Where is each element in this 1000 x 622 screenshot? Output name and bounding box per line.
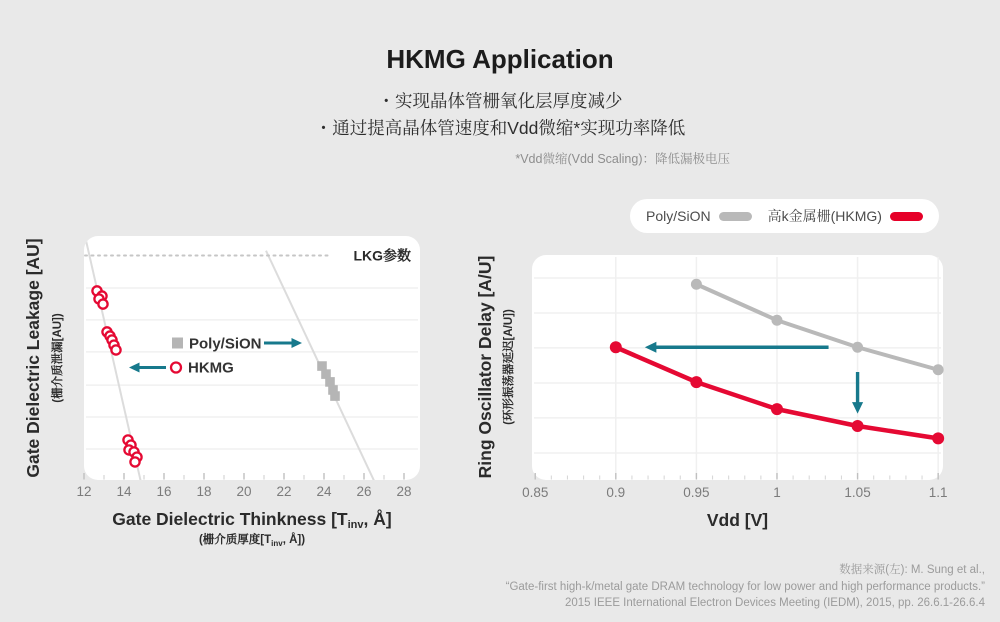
page-title: HKMG Application [386,44,614,74]
plot-panel [532,255,943,480]
svg-text:0.95: 0.95 [683,485,710,500]
svg-text:0.9: 0.9 [606,485,626,500]
svg-text:26: 26 [356,484,372,499]
y-axis-title-zh: (栅介质泄漏[AU]) [52,313,64,403]
gate-leakage-scatter-chart [10,230,450,560]
chart-legend [630,199,939,233]
svg-text:22: 22 [276,484,292,499]
citation-line: 2015 IEEE International Electron Devices Meeting (IEDM), 2015, pp. 26.6.1-26.6.4 [565,597,985,609]
svg-text:1: 1 [773,485,781,500]
ring-oscillator-line-chart [460,240,1000,540]
svg-text:28: 28 [396,484,412,499]
svg-text:1.05: 1.05 [844,485,871,500]
bullet-item: ・通过提高晶体管速度和Vdd微缩*实现功率降低 [314,118,686,138]
y-axis-title: Ring Oscillator Delay [A/U] [475,255,495,479]
y-axis-title-zh: (环形振荡器延迟[A/U]) [503,309,515,425]
inchart-legend-label: HKMG [188,359,234,377]
legend-item-hkmg [768,206,923,226]
svg-text:14: 14 [116,484,132,499]
svg-text:1.1: 1.1 [928,485,948,500]
lkg-threshold-label: LKG参数 [353,247,411,264]
red-series-swatch [890,212,923,221]
svg-text:18: 18 [196,484,212,499]
x-axis-title: Gate Dielectric Thinkness [Tinv, Å] [112,509,392,531]
x-axis-title: Vdd [V] [706,510,769,530]
legend-label: Poly/SiON [646,208,711,224]
legend-label: 高k金属栅(HKMG) [767,208,882,224]
inchart-legend-label: Poly/SiON [189,335,262,353]
legend-item-polysion [646,208,752,224]
gray-series-swatch [719,212,752,221]
citation-line: 数据来源(左): M. Sung et al., [839,564,985,576]
y-axis-title: Gate Dielectric Leakage [AU] [23,238,43,478]
x-axis-title-zh: (栅介质厚度[$T_{inv}$, Å]) [198,534,306,548]
data-source-citation [506,562,985,612]
citation-line: “Gate-first high-k/metal gate DRAM technology for low power and high performance products.” [505,580,985,593]
svg-text:0.85: 0.85 [522,485,549,500]
svg-text:20: 20 [236,484,252,499]
polysion-square-icon [172,338,183,349]
svg-text:24: 24 [316,484,332,499]
hkmg-circle-icon [171,363,181,373]
bullet-list [0,88,1000,142]
svg-text:12: 12 [76,484,92,499]
bullet-item: ・实现晶体管栅氧化层厚度减少 [377,91,623,111]
vdd-scaling-footnote: *Vdd微缩(Vdd Scaling)：降低漏极电压 [515,152,730,166]
svg-text:16: 16 [156,484,172,499]
